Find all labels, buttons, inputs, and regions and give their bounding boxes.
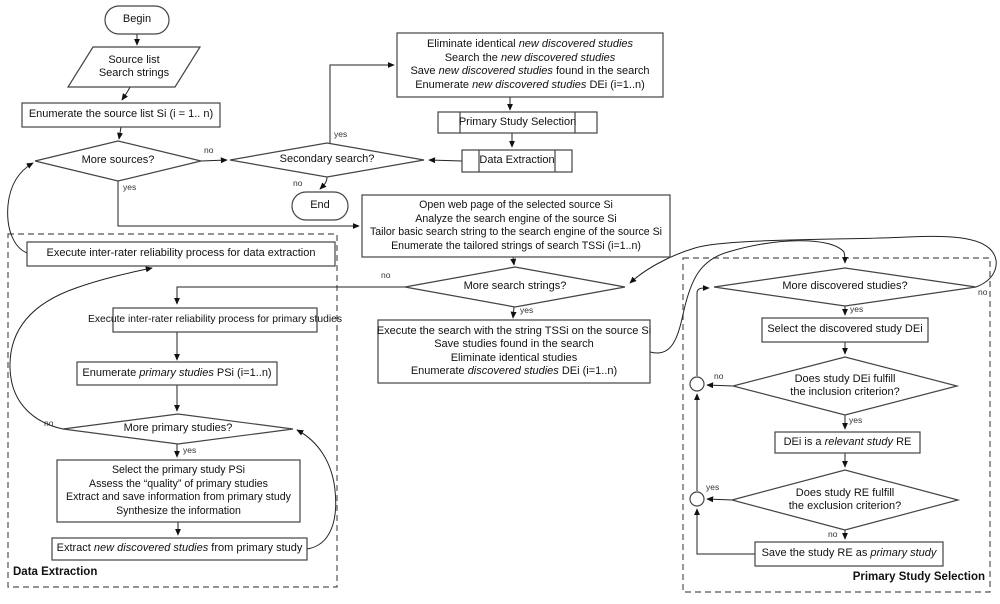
decision-exclusion-label: Does study RE fulfill the exclusion criterion? <box>788 486 902 512</box>
node-enumerate-sources-label: Enumerate the source list Si (i = 1.. n) <box>28 108 214 121</box>
node-irr-data-extraction-shape <box>27 242 335 266</box>
terminal-end-shape <box>292 192 348 220</box>
edge-more-search-strings-no-to-irr-primary <box>177 287 405 304</box>
terminal-end-label: End <box>310 199 330 212</box>
connector-junction-1 <box>690 377 704 391</box>
terminal-begin-label: Begin <box>122 13 152 26</box>
subprocess-primary-study-selection-shape <box>438 112 597 133</box>
node-save-primary-label: Save the study RE as primary study <box>761 547 937 560</box>
edge-more-search-strings-yes-to-execute-search <box>513 307 514 318</box>
node-open-web-page-label: Open web page of the selected source Si Analyze the search engine of the source Si Tailor basic search string to the search engine of the source Si Enumerate the tailored strings of search TSSi (i=1..n) <box>369 199 663 252</box>
tag-more-primary-yes: yes <box>183 445 197 455</box>
edge-secondary-search-no-to-end <box>320 177 327 189</box>
node-select-primary-label: Select the primary study PSi Assess the “quality” of primary studies Extract and save information from primary study Synthesize the information <box>66 464 291 517</box>
edge-enumerate-sources-to-more-sources <box>119 127 121 139</box>
node-enumerate-primary-label: Enumerate primary studies PSi (i=1..n) <box>82 366 272 379</box>
node-irr-primary-studies-label: Execute inter-rater reliability process for primary studies <box>87 314 343 326</box>
decision-more-search-strings-label: More search strings? <box>463 280 567 293</box>
tag-exclusion-yes: yes <box>706 482 720 492</box>
decision-more-primary-label: More primary studies? <box>123 422 233 435</box>
tag-more-sources-yes: yes <box>123 182 137 192</box>
io-source-list-label: Source list Search strings <box>98 53 170 79</box>
node-execute-search-shape <box>378 320 650 383</box>
decision-more-primary-shape <box>63 414 293 444</box>
io-source-list-shape <box>68 47 200 87</box>
edge-more-primary-no-to-irr-data-extraction <box>10 268 152 429</box>
tag-secondary-search-yes: yes <box>334 129 348 139</box>
decision-secondary-search-shape <box>230 143 424 177</box>
subprocess-data-extraction-label: Data Extraction <box>479 154 555 167</box>
region-data-extraction-title: Data Extraction <box>13 566 98 578</box>
node-relevant-study-label: DEi is a relevant study RE <box>783 435 912 448</box>
edge-save-primary-to-connector-2 <box>697 509 755 554</box>
region-primary-study-selection-title: Primary Study Selection <box>852 571 985 583</box>
node-extract-new-studies-shape <box>52 538 307 560</box>
decision-more-discovered-shape <box>714 268 976 306</box>
subprocess-primary-study-selection-label: Primary Study Selection <box>458 115 577 128</box>
decision-more-search-strings-shape <box>405 267 625 307</box>
tag-more-primary-no: no <box>44 418 54 428</box>
edge-source-list-to-enumerate-sources <box>122 87 130 100</box>
edge-connector-1-to-more-discovered <box>697 288 709 376</box>
node-select-primary-shape <box>57 460 300 522</box>
tag-more-discovered-no: no <box>978 287 988 297</box>
edge-extract-new-loop-to-more-primary <box>297 430 336 549</box>
node-extract-new-studies-label: Extract new discovered studies from primary study <box>56 542 303 555</box>
node-select-discovered-label: Select the discovered study DEi <box>767 323 923 336</box>
node-irr-primary-studies-shape <box>87 308 343 332</box>
tag-more-search-strings-no: no <box>381 270 391 280</box>
edge-open-web-page-to-more-search-strings <box>513 257 514 265</box>
edge-de-subprocess-to-secondary-search <box>429 160 462 161</box>
edge-exclusion-yes-to-connector-2 <box>707 499 732 500</box>
tag-inclusion-no: no <box>714 371 724 381</box>
edge-inclusion-no-to-connector-1 <box>707 385 733 386</box>
decision-more-sources-shape <box>35 141 201 181</box>
decision-inclusion-shape <box>733 357 957 415</box>
node-enumerate-primary-shape <box>77 362 277 385</box>
decision-exclusion-shape <box>732 470 958 530</box>
node-eliminate-duplicates-shape <box>397 33 663 97</box>
tag-more-sources-no: no <box>204 145 214 155</box>
node-save-primary-shape <box>755 542 943 566</box>
node-execute-search-label: Execute the search with the string TSSi on the source Si Save studies found in the search Eliminate identical studies Enumerate discovered studies DEi (i=1..n) <box>376 324 652 377</box>
connector-junction-2 <box>690 492 704 506</box>
tag-secondary-search-no: no <box>293 178 303 188</box>
tag-inclusion-yes: yes <box>849 415 863 425</box>
node-relevant-study-shape <box>775 432 920 453</box>
tag-more-discovered-yes: yes <box>850 304 864 314</box>
edge-irr-data-extraction-to-more-sources <box>8 163 33 253</box>
node-irr-data-extraction-label: Execute inter-rater reliability process for data extraction <box>46 247 316 260</box>
edge-more-sources-no-to-secondary-search <box>201 160 227 161</box>
node-enumerate-sources-shape <box>22 103 220 127</box>
node-eliminate-duplicates-label: Eliminate identical new discovered studies Search the new discovered studies Save new discovered studies found in the search Enumerate new discovered studies DEi (i=1..n) <box>410 38 650 91</box>
node-select-discovered-shape <box>762 318 928 342</box>
decision-secondary-search-label: Secondary search? <box>279 153 375 166</box>
decision-more-discovered-label: More discovered studies? <box>782 280 908 293</box>
terminal-begin-shape <box>105 6 169 34</box>
node-open-web-page-shape <box>362 195 670 257</box>
decision-more-sources-label: More sources? <box>81 154 155 167</box>
edge-secondary-search-yes-to-eliminate-duplicates <box>330 65 394 143</box>
tag-more-search-strings-yes: yes <box>520 305 534 315</box>
tag-exclusion-no: no <box>828 529 838 539</box>
decision-inclusion-label: Does study DEi fulfill the inclusion criterion? <box>790 372 900 398</box>
